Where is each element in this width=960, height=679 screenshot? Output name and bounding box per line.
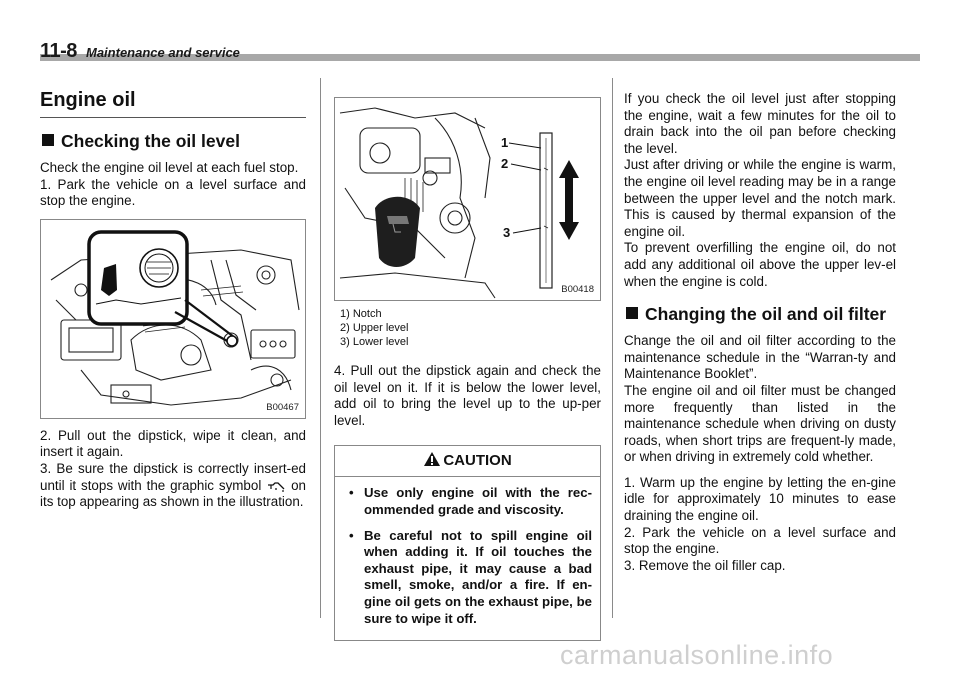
caution-box: [334, 445, 601, 641]
subheading-changing: Changing the oil and oil filter: [624, 304, 896, 325]
engine-bay-illustration: [41, 220, 305, 418]
legend-item-notch: 1) Notch: [340, 308, 382, 320]
change-step-1: 1. Warm up the engine by letting the en-gine idle for approximately 10 minutes to ease draining the engine oil.: [624, 474, 896, 524]
section-title: Maintenance and service: [86, 45, 240, 60]
caution-item: • Use only engine oil with the rec-ommended grade and viscosity.: [347, 485, 592, 518]
dipstick-illustration: [335, 98, 600, 300]
caution-list: [335, 477, 600, 640]
legend-item-lower: 3) Lower level: [340, 336, 409, 348]
callout-3: 3: [503, 225, 511, 240]
right-column: [624, 91, 896, 574]
callout-2: 2: [501, 156, 509, 171]
warning-triangle-icon: [423, 451, 441, 467]
page-number: 11-8: [40, 40, 77, 62]
step-4-text: 4. Pull out the dipstick again and check the oil level on it. If it is below the lower level, add oil to bring the level up to the up-per level.: [334, 363, 601, 428]
dipstick-figure: [334, 97, 601, 301]
middle-column: [334, 80, 601, 641]
section-heading: Engine oil: [40, 89, 306, 118]
intro-text: Check the engine oil level at each fuel stop.: [40, 160, 299, 175]
caution-item: • Be careful not to spill engine oil when adding it. If oil touches the exhaust pipe, it may cause a bad smell, smoke, and/or a fire. If en-gine oil gets on the exhaust pipe, be sure to wipe it off.: [347, 528, 592, 628]
column-divider-2: [612, 78, 613, 618]
engine-bay-figure: [40, 219, 306, 419]
paragraph-frequency: The engine oil and oil filter must be changed more frequently than listed in the maintenance schedule when driving on dusty roads, when short trips are frequent-ly made, or when driving in extremely cold whether.: [624, 382, 896, 465]
square-bullet-icon: [42, 134, 54, 146]
step-3-text: 3. Be sure the dipstick is correctly insert-ed until it stops with the graphic symbol on its top appearing as shown in the illustration.: [40, 460, 306, 510]
figure-code: B00418: [561, 284, 594, 295]
caution-header: [335, 446, 600, 477]
oil-dipstick-symbol-icon: [266, 480, 286, 492]
change-step-3: 3. Remove the oil filler cap.: [624, 557, 786, 573]
figure-legend: [340, 307, 601, 349]
legend-item-upper: 2) Upper level: [340, 322, 409, 334]
subheading-checking: Checking the oil level: [40, 131, 306, 152]
square-bullet-icon: [626, 307, 638, 319]
left-column: [40, 80, 306, 511]
figure-code: B00467: [266, 401, 299, 413]
callout-1: 1: [501, 135, 509, 150]
paragraph-overfill: To prevent overfilling the engine oil, do not add any additional oil above the upper lev-el when the engine is cold.: [624, 240, 896, 289]
step-2-text: 2. Pull out the dipstick, wipe it clean, and insert it again.: [40, 427, 306, 460]
step-1-text: 1. Park the vehicle on a level surface and stop the engine.: [40, 176, 306, 209]
column-divider-1: [320, 78, 321, 618]
watermark: carmanualsonline.info: [560, 640, 834, 670]
paragraph-wait: If you check the oil level just after stopping the engine, wait a few minutes for the oil to drain back into the oil pan before checking the level.: [624, 91, 896, 156]
paragraph-schedule: Change the oil and oil filter according to the maintenance schedule in the “Warran-ty and Maintenance Booklet”.: [624, 333, 896, 382]
caution-title: CAUTION: [443, 452, 512, 470]
change-step-2: 2. Park the vehicle on a level surface and stop the engine.: [624, 524, 896, 557]
paragraph-thermal: Just after driving or while the engine is warm, the engine oil level reading may be in a range between the upper level and the notch mark. This is caused by thermal expansion of the engine oil.: [624, 157, 896, 239]
